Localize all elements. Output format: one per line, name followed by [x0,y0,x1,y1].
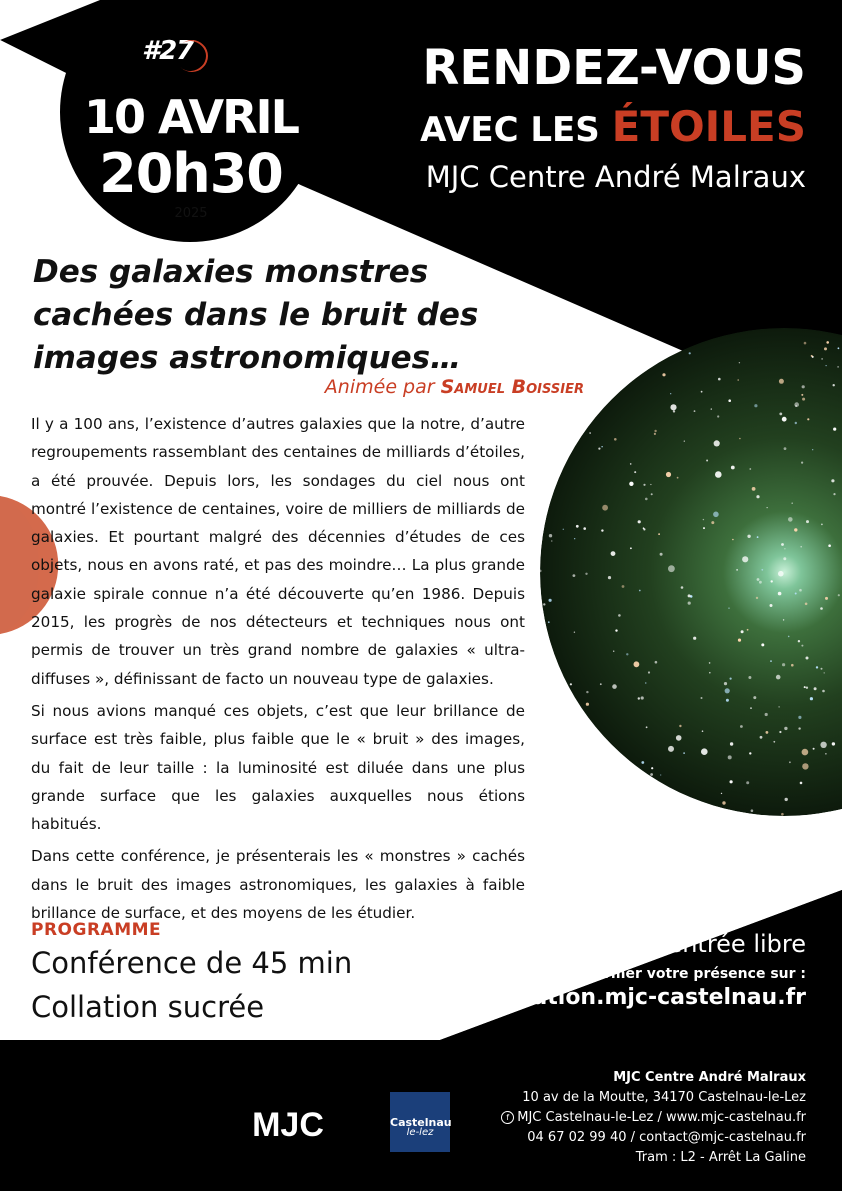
star [802,763,808,769]
star [739,362,740,363]
star [650,484,651,485]
star [822,690,825,693]
star [770,660,772,662]
star [570,683,572,685]
star [701,697,703,699]
star [821,358,823,360]
star [773,741,775,743]
star [728,755,732,759]
star [668,565,675,572]
star [816,666,818,668]
star [654,430,656,432]
star [806,687,808,689]
star [806,520,809,523]
star [741,630,744,633]
star [676,735,682,741]
star [739,438,741,440]
star [613,651,614,652]
star [598,448,600,450]
star [731,466,735,470]
star [767,507,768,508]
star [795,422,797,424]
star [702,730,704,732]
mjc-logo-sub2: MAISON DES JEUNES ET DE LA CULTURE [237,1156,339,1162]
mjc-logo-text: MJC [252,1106,324,1144]
star [650,773,653,776]
star [693,637,696,640]
talk-description [31,410,525,931]
star [660,553,663,556]
series-title-line2 [420,102,806,151]
star [801,462,803,464]
star [778,592,782,596]
star [549,534,552,537]
star [614,438,617,441]
star [798,727,800,729]
talk-title: Des galaxies monstres cachées dans le bruit des images astronomiques… [33,254,479,376]
star [574,632,575,633]
star [648,671,650,673]
star [825,753,827,755]
star [736,569,738,571]
star [677,477,679,479]
star [748,676,751,679]
star [694,410,696,412]
star [747,629,749,631]
star [791,664,794,667]
star [753,696,756,699]
series-title-accent: ÉTOILES [611,102,806,151]
star [770,604,773,607]
star [757,578,760,581]
star [658,533,660,535]
star [688,594,691,597]
star [826,341,829,344]
star [688,602,691,605]
star [760,736,763,739]
star [813,748,815,750]
star [630,463,632,465]
star [791,502,793,504]
star [784,727,787,730]
star [683,752,685,754]
star [757,536,759,538]
star [747,535,750,538]
star [573,574,576,577]
star [601,446,602,447]
star [766,731,769,734]
star [630,547,632,549]
star [789,761,791,763]
star [732,539,734,541]
star [761,643,764,646]
star [811,355,813,357]
description-paragraph: Dans cette conférence, je présenterais les « monstres » cachés dans le bruit des images astronomiques, les galaxies à faible brillance de surface, et des moyens de les étudier. [31,847,525,923]
footer-address: 10 av de la Moutte, 34170 Castelnau-le-Lez [522,1090,806,1105]
star [689,352,691,354]
entry-confirm-text: Merci de confirmer votre présence sur : [493,966,806,982]
star [638,520,641,523]
talk-host [325,376,584,398]
star [800,782,803,785]
star [778,571,784,577]
star [800,546,802,548]
star [615,629,617,631]
star [837,366,839,368]
star [666,472,671,477]
star [608,576,611,579]
star [706,460,708,462]
star [749,468,751,470]
star [709,672,711,674]
star [806,657,809,660]
star [601,529,603,531]
star [783,619,784,620]
star [833,493,835,495]
star [701,748,708,755]
star [679,725,681,727]
event-year: 2025 [174,206,208,221]
star [643,527,645,529]
star [660,774,661,775]
venue-name: MJC Centre André Malraux [425,160,806,194]
programme-label: PROGRAMME [31,920,162,940]
star [600,683,602,685]
star [563,529,564,530]
star [802,385,805,388]
star [574,538,575,539]
star [586,703,589,706]
entry-title: En entrée libre [629,930,806,958]
star [828,544,831,547]
star [751,809,754,812]
star [831,479,834,482]
star [754,404,757,407]
star [832,742,835,745]
star [714,440,720,446]
star [782,663,785,666]
series-title-line1: RENDEZ-VOUS [422,40,806,96]
star [641,696,644,699]
star [646,726,648,728]
star [833,428,836,431]
mjc-logo[interactable] [236,1090,340,1164]
star [810,697,813,700]
star [801,394,803,396]
star [821,668,823,670]
footer-tram: Tram : L2 - Arrêt La Galine [635,1150,806,1165]
star [820,607,823,610]
star [722,801,725,804]
star [715,471,722,478]
star [643,484,645,486]
star [807,418,809,420]
star [717,415,719,417]
footer-org: MJC Centre André Malraux [613,1070,806,1085]
castelnau-logo[interactable] [390,1092,450,1152]
star [779,379,784,384]
star [730,742,733,745]
star [638,697,640,699]
star [589,432,591,434]
star [782,417,787,422]
facebook-icon: f [501,1111,514,1124]
star [602,505,608,511]
star [833,384,835,386]
castelnau-logo-line2: le-lez [406,1127,434,1138]
star [543,603,545,605]
star [821,524,823,526]
star [759,581,762,584]
star [795,405,797,407]
star [673,410,675,412]
programme-item: Collation sucrée [31,990,265,1024]
star [586,691,588,693]
star [639,590,641,592]
star [730,678,732,680]
programme-item: Conférence de 45 min [31,946,353,980]
host-prefix: Animée par [324,376,441,398]
footer-social[interactable] [501,1108,806,1128]
host-name: Samuel Boissier [440,376,584,398]
star [711,408,712,409]
description-paragraph: Si nous avions manqué ces objets, c’est que leur brillance de surface est très faible, plus faible que le « bruit » des images, du fait de leur taille : la luminosité est diluée dans une plus grande surface que les galaxies auxquelles nous étions habitués. [31,701,525,834]
star [654,433,656,435]
star [798,716,801,719]
star [776,675,781,680]
star [634,661,640,667]
star [805,603,808,606]
star [788,517,793,522]
star [784,447,787,450]
star [812,449,813,450]
star [730,780,733,783]
star [634,471,636,473]
star [801,645,803,647]
star [662,373,665,376]
star [737,379,739,381]
star [611,551,616,556]
star [779,413,782,416]
star [551,540,552,541]
star [726,699,729,702]
star [670,404,676,410]
star [804,342,807,345]
star [709,662,711,664]
star [585,573,587,575]
star [804,686,806,688]
star [750,707,752,709]
star [718,378,721,381]
star [756,597,758,599]
star [681,586,684,589]
star [824,347,827,350]
event-time: 20h30 [99,142,283,205]
star [838,594,840,596]
star [765,713,768,716]
star [738,639,741,642]
star [761,569,763,571]
star [781,543,784,546]
star [798,640,800,642]
footer-contact-block [501,1068,806,1168]
star [728,608,729,609]
star [778,706,779,707]
star [749,752,751,754]
star [725,688,730,693]
star [724,682,727,685]
star [799,589,802,592]
star [576,525,579,528]
star [651,767,653,769]
star [626,653,628,655]
star [820,742,826,748]
star [781,813,784,816]
star [670,393,671,394]
star [703,519,704,520]
star [684,441,685,442]
star [622,585,625,588]
star [771,580,773,582]
star [641,761,644,764]
star [668,746,674,752]
star [742,556,748,562]
star [788,636,790,638]
star [655,661,658,664]
star [779,731,781,733]
footer-social-text: MJC Castelnau-le-Lez / www.mjc-castelnau.fr [517,1110,806,1125]
star [651,493,653,495]
star [721,793,722,794]
star [645,682,646,683]
star [756,495,759,498]
star [612,684,617,689]
star [583,527,586,530]
star [548,621,550,623]
reservation-link[interactable]: reservation.mjc-castelnau.fr [453,985,806,1010]
star [752,487,756,491]
star [728,399,731,402]
star [802,749,809,756]
star [740,725,743,728]
description-paragraph: Il y a 100 ans, l’existence d’autres galaxies que la notre, d’autre regroupements rassemblant des centaines de milliards d’étoiles, a été prouvée. Depuis lors, les sondages du ciel nous ont montré l’existence de centaines, voire de milliers de milliards de galaxies. Et pourtant malgré des décennies d’études de ces objets, nous en avons raté, et pas des moindre… La plus grande galaxie spirale connue n’a été découverte qu’en 1986. Depuis 2015, les progrès de nos détecteurs et techniques nous ont permis de trouver un très grand nombre de galaxies « ultra-diffuses », définissant de facto un nouveau type de galaxies. [31,415,525,688]
star [814,687,817,690]
star [785,798,788,801]
star [826,365,827,366]
star [824,672,825,673]
star [794,528,797,531]
star [784,548,785,549]
star [618,614,621,617]
star [703,527,705,529]
issue-number: #27 [142,36,194,66]
star [629,482,633,486]
star [645,498,648,501]
star [701,391,703,393]
star [795,593,797,595]
star [746,781,749,784]
star [713,512,719,518]
star [711,521,714,524]
star [825,597,828,600]
footer-contact[interactable]: 04 67 02 99 40 / contact@mjc-castelnau.fr [527,1130,806,1145]
star [838,347,840,349]
star [802,398,805,401]
event-date: 10 AVRIL [84,90,298,144]
series-title-prefix: AVEC LES [420,110,612,150]
star [783,557,786,560]
mjc-logo-sub: CASTELNAU-LE-LEZ [253,1147,323,1154]
star [549,599,552,602]
castelnau-logo-line1: Castelnau [390,1116,452,1129]
